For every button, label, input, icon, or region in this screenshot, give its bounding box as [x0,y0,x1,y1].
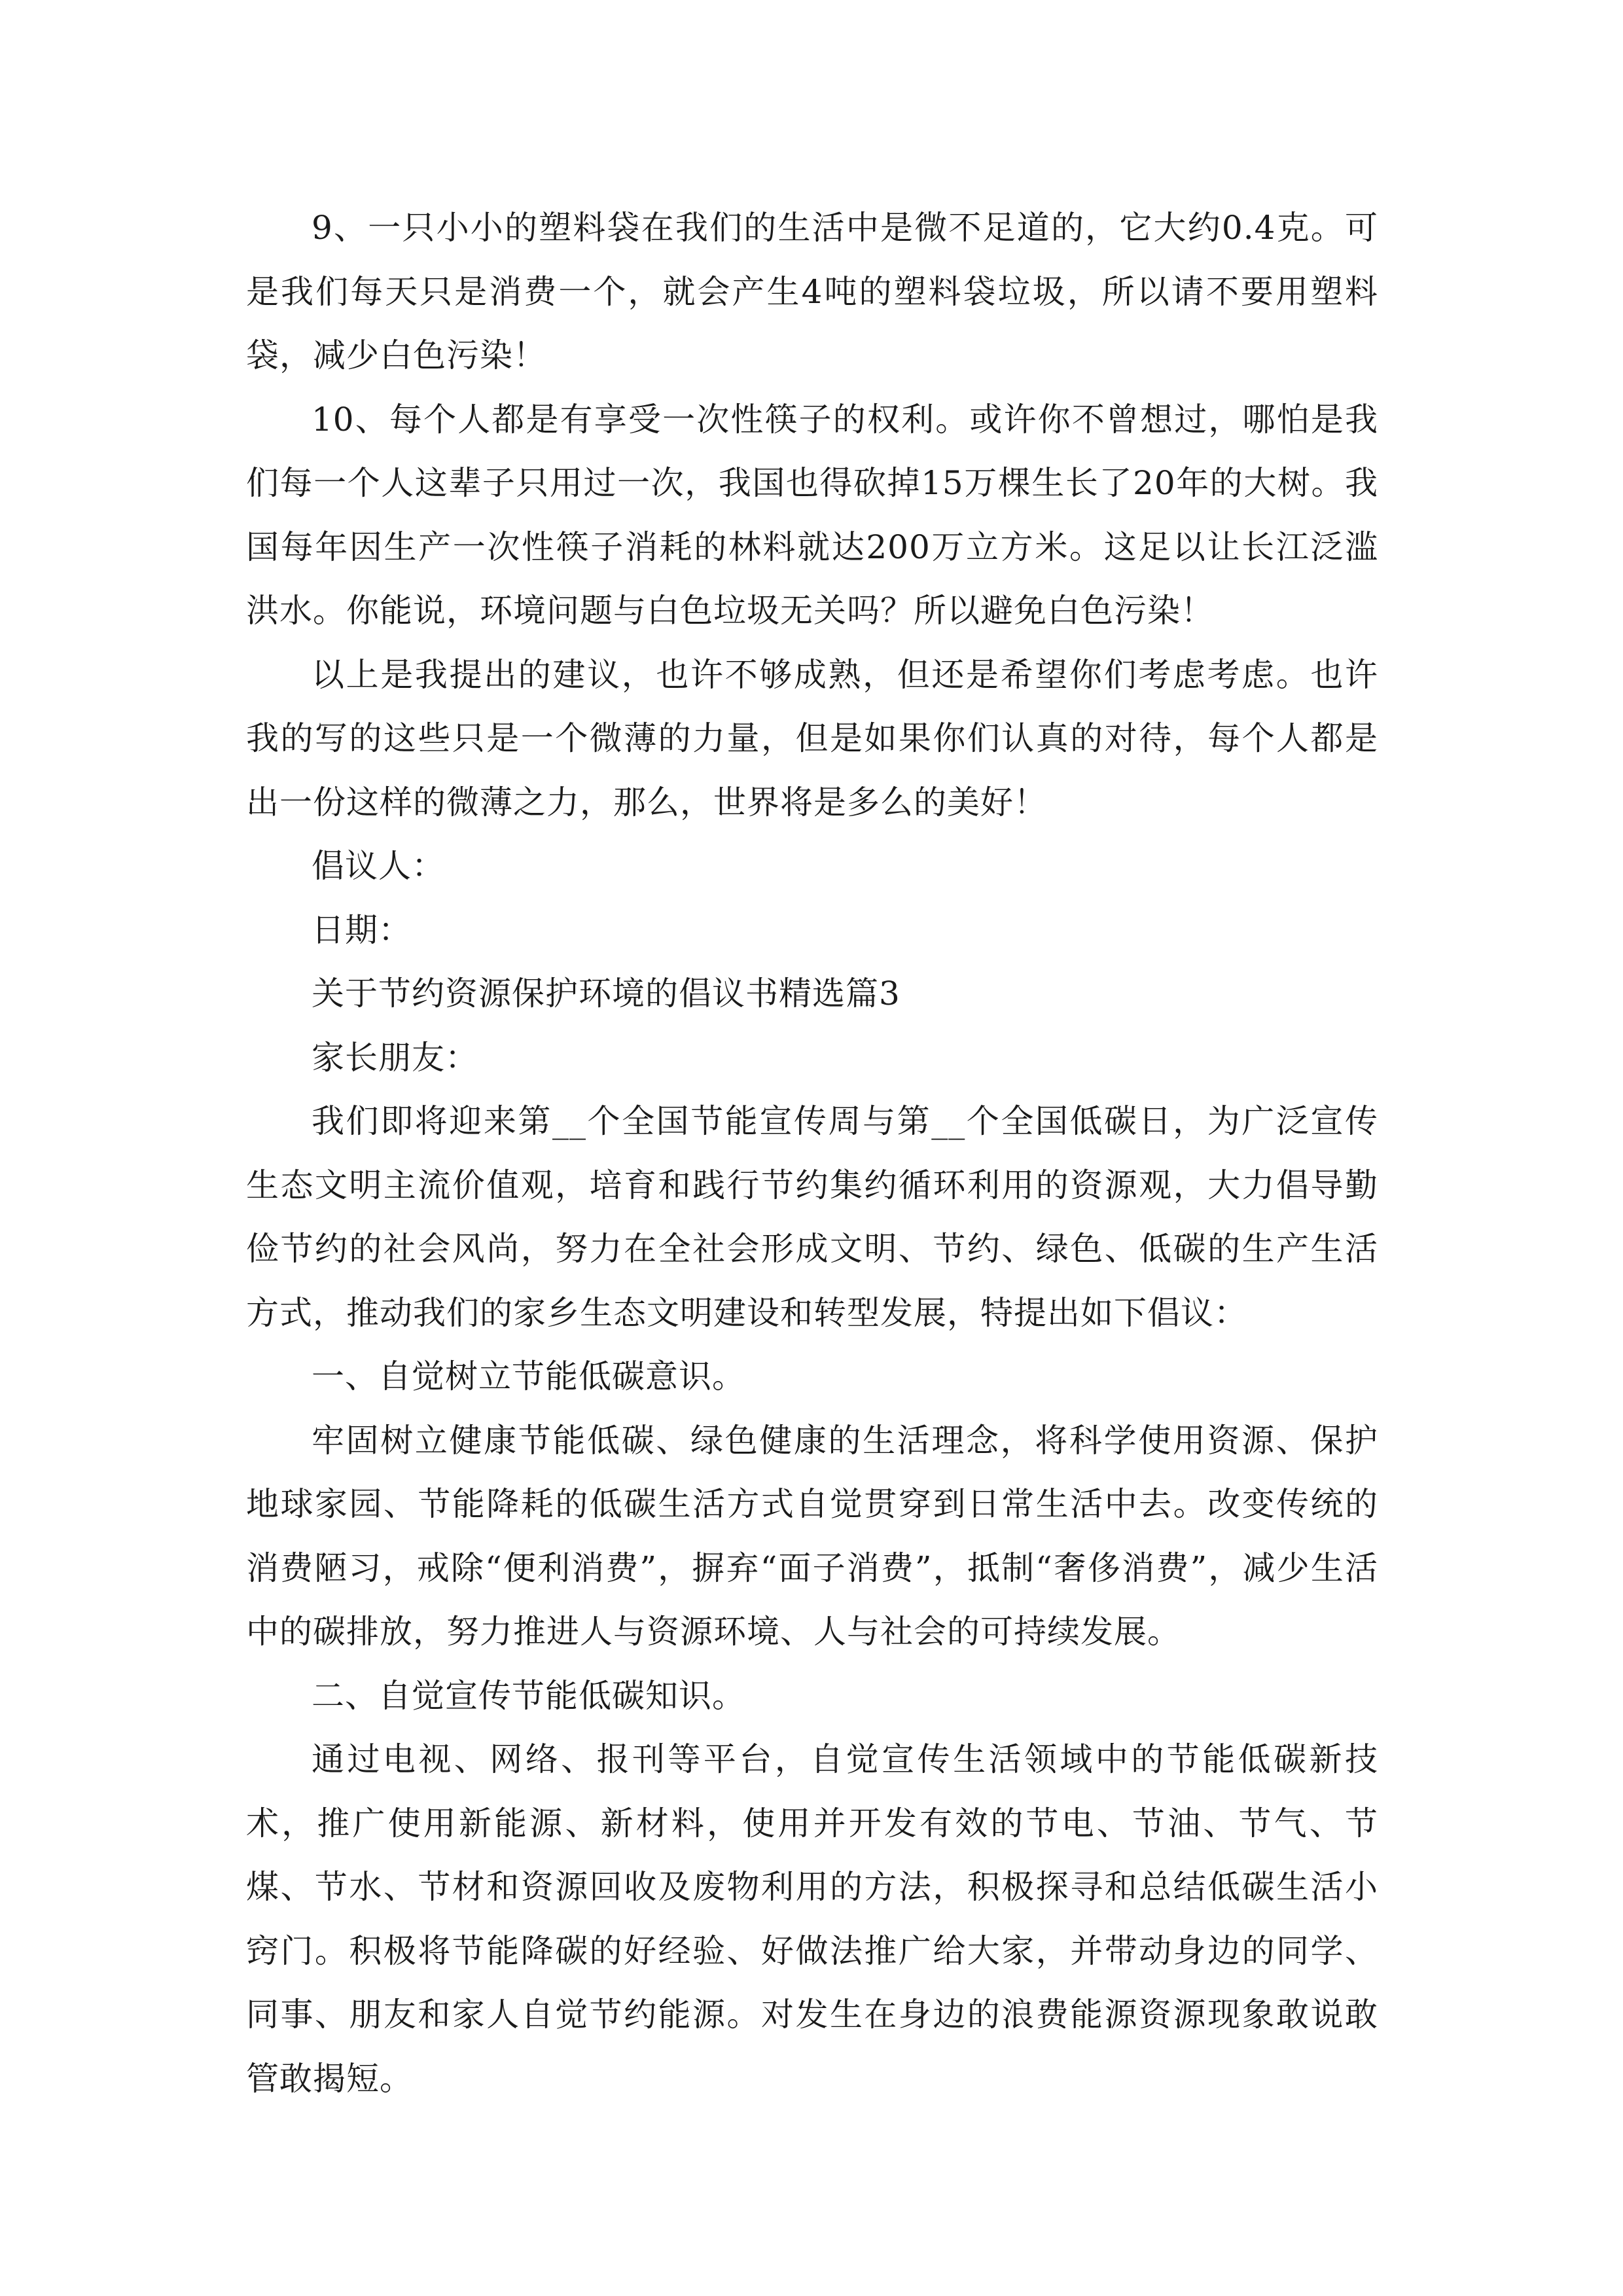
intro-paragraph: 我们即将迎来第__个全国节能宣传周与第__个全国低碳日，为广泛宣传生态文明主流价值观，培育和践行节约集约循环利用的资源观，大力倡导勤俭节约的社会风尚，努力在全社会形成文明、节约、绿色、低碳的生产生活方式，推动我们的家乡生态文明建设和转型发展，特提出如下倡议： [246,1102,1378,1332]
heading-two: 二、自觉宣传节能低碳知识。 [312,1676,745,1715]
paragraph-item-9: 9、一只小小的塑料袋在我们的生活中是微不足道的，它大约0.4克。可是我们每天只是消费一个，就会产生4吨的塑料袋垃圾，所以请不要用塑料袋，减少白色污染！ [246,209,1378,374]
paragraph-item-10: 10、每个人都是有享受一次性筷子的权利。或许你不曾想过，哪怕是我们每一个人这辈子只用过一次，我国也得砍掉15万棵生长了20年的大树。我国每年因生产一次性筷子消耗的林料就达200万立方米。这足以让长江泛滥洪水。你能说，环境问题与白色垃圾无关吗？所以避免白色污染！ [246,400,1378,630]
proposer-label: 倡议人： [312,847,445,885]
salutation: 家长朋友： [312,1038,478,1077]
date-label: 日期： [312,910,412,949]
body-paragraph-two: 通过电视、网络、报刊等平台，自觉宣传生活领域中的节能低碳新技术，推广使用新能源、新材料，使用并开发有效的节电、节油、节气、节煤、节水、节材和资源回收及废物利用的方法，积极探寻和总结低碳生活小窍门。积极将节能降碳的好经验、好做法推广给大家，并带动身边的同学、同事、朋友和家人自觉节约能源。对发生在身边的浪费能源资源现象敢说敢管敢揭短。 [246,1740,1378,2098]
closing-paragraph: 以上是我提出的建议，也许不够成熟，但还是希望你们考虑考虑。也许我的写的这些只是一个微薄的力量，但是如果你们认真的对待，每个人都是出一份这样的微薄之力，那么，世界将是多么的美好！ [246,655,1378,821]
section-title: 关于节约资源保护环境的倡议书精选篇3 [312,975,901,1013]
heading-one: 一、自觉树立节能低碳意识。 [312,1357,745,1395]
body-paragraph-one: 牢固树立健康节能低碳、绿色健康的生活理念，将科学使用资源、保护地球家园、节能降耗的低碳生活方式自觉贯穿到日常生活中去。改变传统的消费陋习，戒除“便利消费”，摒弃“面子消费”，抵制“奢侈消费”，减少生活中的碳排放，努力推进人与资源环境、人与社会的可持续发展。 [246,1421,1378,1651]
document-page [246,196,1378,2111]
